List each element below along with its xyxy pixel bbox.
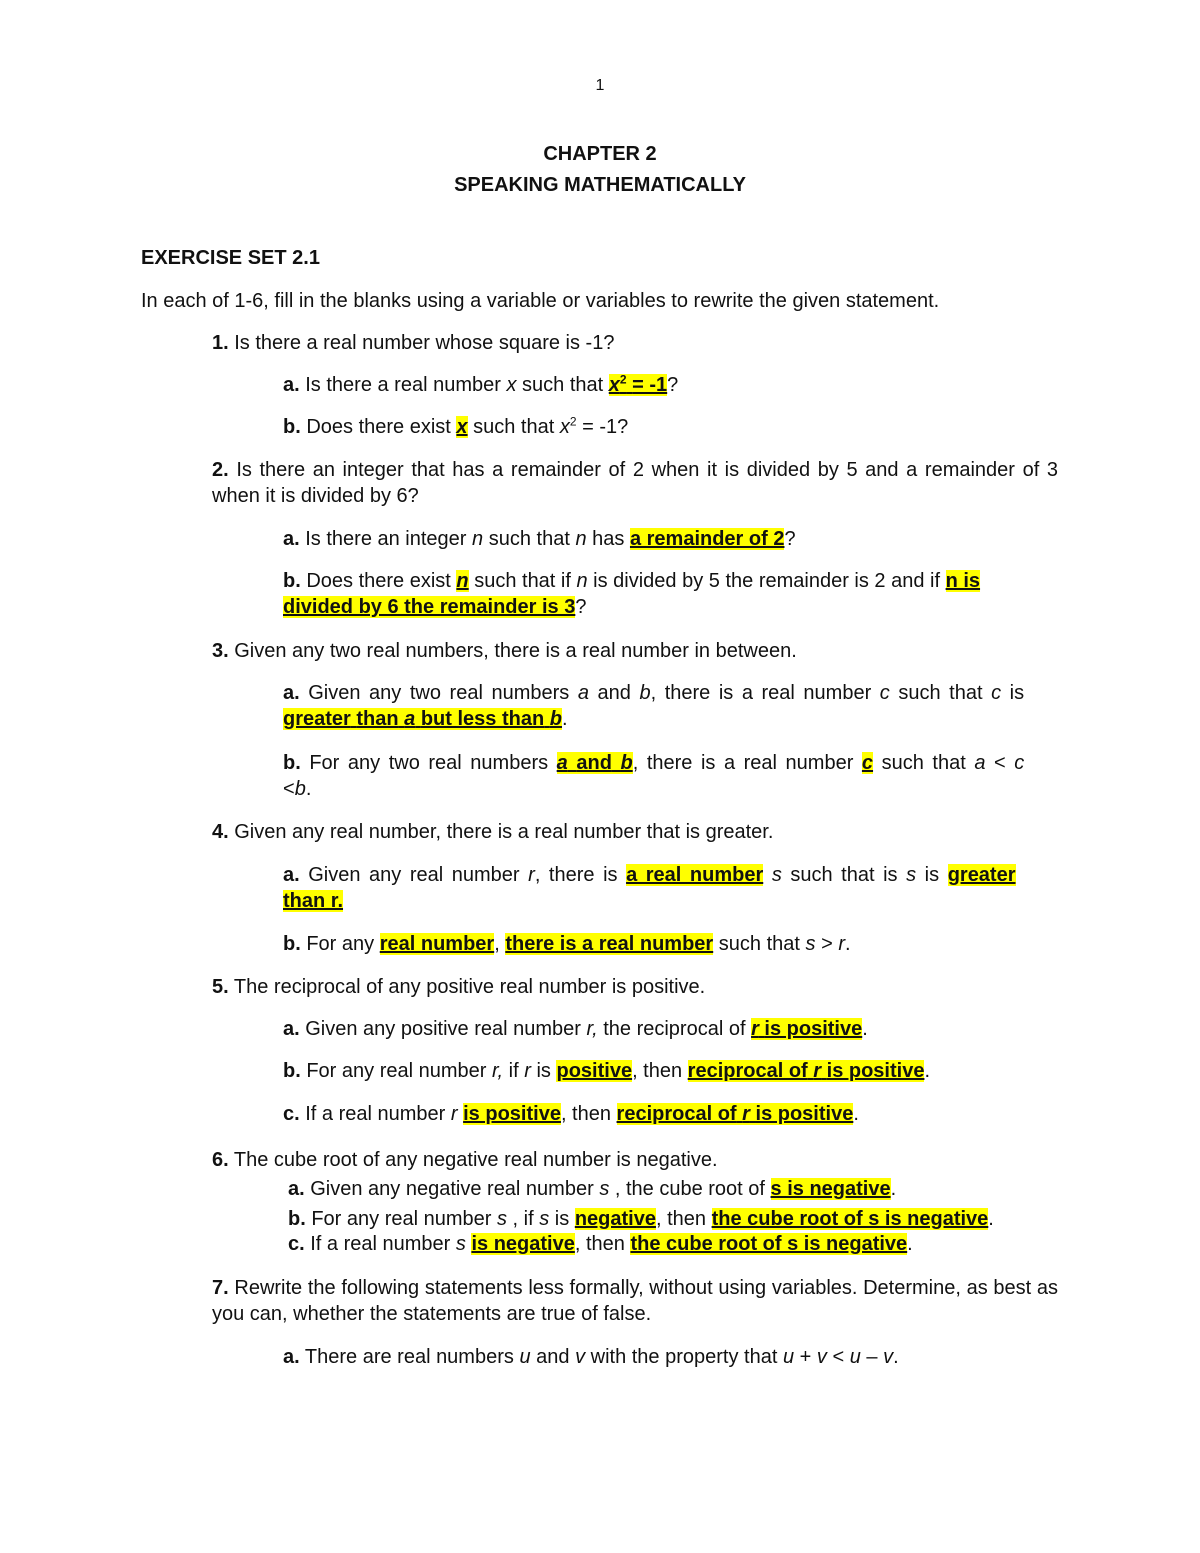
question-4a-cont [283,888,343,914]
question-text: Is there a real number whose square is -1? [234,332,615,354]
answer-blank: the cube root of s is negative [630,1233,908,1255]
answer-blank: is positive [463,1103,561,1125]
question-number: 3. [212,640,229,662]
question-text: Is there an integer that has a remainder of 2 when it is divided by 5 and a remainder of 3 when it is divided by 6? [212,459,1058,507]
answer-blank: greater [947,864,1016,886]
answer-blank: positive [556,1060,633,1082]
question-text: The cube root of any negative real number is negative. [233,1149,718,1171]
question-2b-cont: divided by 6 the remainder is 3? [283,596,587,618]
question-text: Rewrite the following statements less formally, without using variables. Determine, as best as you can, whether the statements are true of false. [212,1277,1058,1325]
answer-blank: negative [574,1208,656,1230]
question-3b-cont: <b. [283,778,312,800]
question-7a: a. There are real numbers u and v with the property that u + v < u – v. [283,1346,899,1368]
answer-blank: there is a real number [505,933,714,955]
answer-blank: greater than a but less than b [283,708,562,730]
answer-blank: real number [379,933,495,955]
question-4 [212,819,773,845]
question-number: 2. [212,459,229,481]
question-3a-cont: greater than a but less than b. [283,708,568,730]
question-1a: a. Is there a real number x such that $x^2 = -1$? [283,372,679,396]
answer-blank: n [456,570,469,592]
answer-blank: c [861,752,874,774]
question-5c: c. If a real number r is positive, then reciprocal of r is positive. [283,1103,859,1125]
question-number: 4. [212,821,229,843]
answer-blank: $x^2 = -1$ [608,372,668,396]
answer-blank: reciprocal of r is positive [616,1103,854,1125]
question-2 [212,457,1058,509]
section-instructions: In each of 1-6, fill in the blanks using a variable or variables to rewrite the given statement. [141,290,940,312]
question-2b: b. Does there exist n such that if n is divided by 5 the remainder is 2 and if n is [283,570,981,592]
question-4a: a. Given any real number r, there is a real number s such that is s is greater [283,864,1016,886]
question-6 [212,1147,718,1173]
chapter-subtitle: SPEAKING MATHEMATICALLY [454,174,746,196]
question-number: 5. [212,976,229,998]
answer-blank: divided by 6 the remainder is 3 [283,596,576,618]
answer-blank: s is negative [770,1178,891,1200]
question-6c: c. If a real number s is negative, then the cube root of s is negative. [288,1233,913,1255]
answer-blank: n is [945,570,981,592]
answer-blank: a real number [626,864,764,886]
answer-blank: reciprocal of r is positive [687,1060,925,1082]
answer-blank: a remainder of 2 [629,528,785,550]
answer-blank: is negative [471,1233,575,1255]
question-5 [212,974,705,1000]
question-5b: b. For any real number r, if r is positive, then reciprocal of r is positive. [283,1060,931,1082]
answer-blank: a and b [556,752,633,774]
question-3a: a. Given any two real numbers a and b, there is a real number c such that c is [283,682,1025,704]
chapter-title: CHAPTER 2 [543,143,657,165]
question-4b: b. For any real number, there is a real number such that s > r. [283,933,851,955]
question-2a: a. Is there an integer n such that n has a remainder of 2? [283,528,796,550]
question-1b: b. Does there exist x such that $x^2 = -1$? [283,414,629,438]
answer-blank: r is positive [751,1018,863,1040]
question-3b: b. For any two real numbers a and b, there is a real number c such that a < c [283,752,1025,774]
question-number: 1. [212,332,229,354]
question-3 [212,638,797,664]
question-text: Given any real number, there is a real number that is greater. [234,821,774,843]
question-5a: a. Given any positive real number r, the reciprocal of r is positive. [283,1018,868,1040]
page-number: 1 [595,77,605,94]
answer-blank: the cube root of s is negative [711,1208,989,1230]
section-title: EXERCISE SET 2.1 [141,247,320,269]
question-6a: a. Given any negative real number s , the cube root of s is negative. [288,1178,897,1200]
question-1 [212,330,614,356]
answer-blank: x [456,416,468,438]
question-text: Given any two real numbers, there is a real number in between. [234,640,797,662]
answer-blank: than r. [283,890,344,912]
question-7 [212,1275,1058,1327]
question-6b: b. For any real number s , if s is negative, then the cube root of s is negative. [288,1208,994,1230]
question-number: 6. [212,1149,229,1171]
question-text: The reciprocal of any positive real number is positive. [233,976,706,998]
question-number: 7. [212,1277,229,1299]
